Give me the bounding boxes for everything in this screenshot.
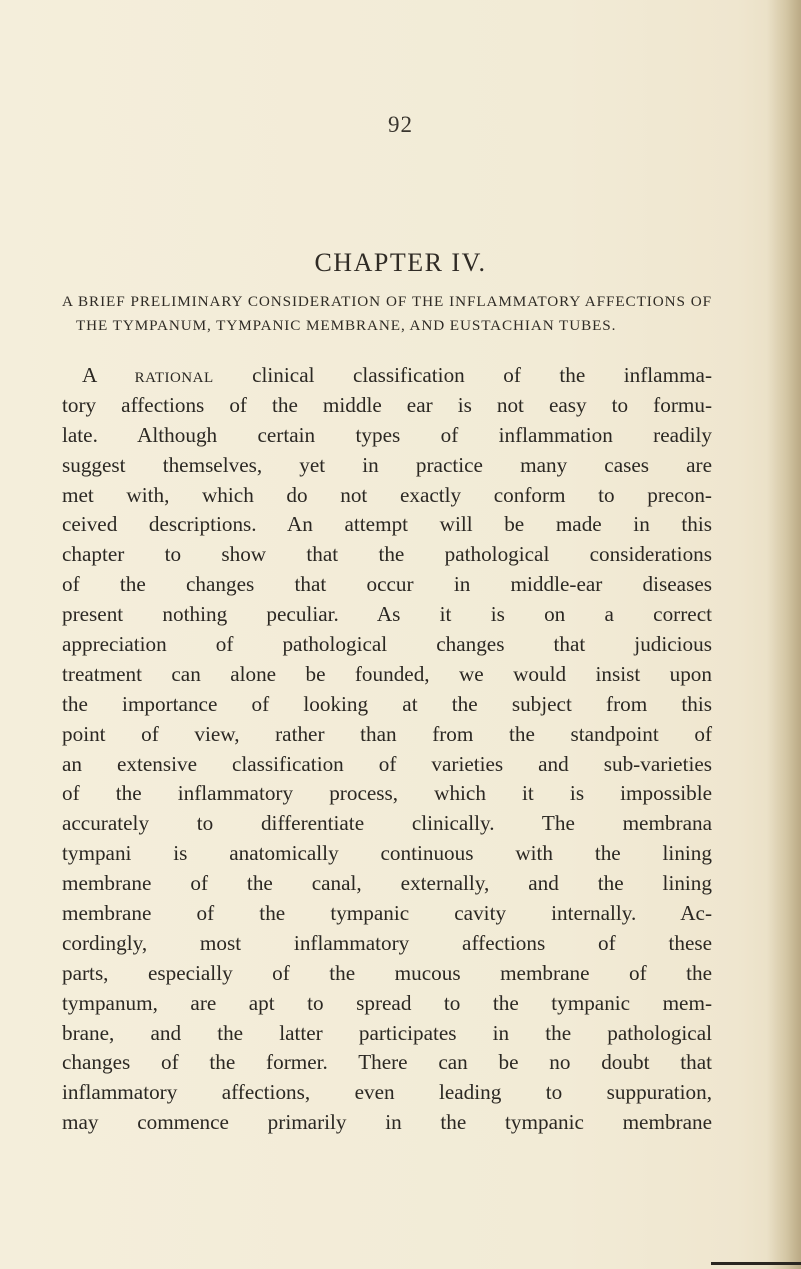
body-paragraph: [62, 361, 712, 1138]
text-line: ceived descriptions. An attempt will be made in this: [62, 512, 712, 537]
text-line: tory affections of the middle ear is not easy to formu-: [62, 392, 712, 417]
text-line: of the inflammatory process, which it is impossible: [62, 781, 712, 806]
text-line: cordingly, most inflammatory affections of these: [62, 930, 712, 955]
text-line: membrane of the tympanic cavity internally. Ac-: [62, 901, 712, 926]
text-line: an extensive classification of varieties and sub-varieties: [62, 751, 712, 776]
text-line: chapter to show that the pathological considerations: [62, 542, 712, 567]
text-line: point of view, rather than from the standpoint of: [62, 721, 712, 746]
text-line: present nothing peculiar. As it is on a correct: [62, 602, 712, 627]
text-line: parts, especially of the mucous membrane of the: [62, 960, 712, 985]
opening-word-smallcaps: rational: [134, 363, 214, 387]
bottom-edge-rule: [711, 1262, 801, 1265]
text-line: tympani is anatomically continuous with the lining: [62, 841, 712, 866]
text-line-content: clinical classification of the inflamma-: [213, 363, 713, 387]
text-line: inflammatory affections, even leading to suppuration,: [62, 1080, 712, 1105]
text-line: treatment can alone be founded, we would insist upon: [62, 661, 712, 686]
chapter-title: CHAPTER IV.: [314, 248, 487, 277]
chapter-subtitle: A BRIEF PRELIMINARY CONSIDERATION OF THE INFLAMMATORY AFFECTIONS OF THE TYMPANUM, TYMPANIC MEMBRANE, AND EUSTACHIAN TUBES.: [62, 293, 712, 334]
text-line: of the changes that occur in middle-ear diseases: [62, 572, 712, 597]
text-line: the importance of looking at the subject from this: [62, 691, 712, 716]
text-line: may commence primarily in the tympanic membrane: [62, 1110, 712, 1135]
page-edge-shadow: [767, 0, 801, 1269]
text-line: accurately to differentiate clinically. The membrana: [62, 811, 712, 836]
text-line: met with, which do not exactly conform to precon-: [62, 482, 712, 507]
text-line: suggest themselves, yet in practice many cases are: [62, 452, 712, 477]
text-line: brane, and the latter participates in the pathological: [62, 1020, 712, 1045]
text-line: late. Although certain types of inflammation readily: [62, 422, 712, 447]
text-line: [62, 361, 712, 391]
text-line: tympanum, are apt to spread to the tympanic mem-: [62, 990, 712, 1015]
text-line: membrane of the canal, externally, and the lining: [62, 871, 712, 896]
opening-word-initial: A: [82, 363, 97, 387]
text-line: appreciation of pathological changes that judicious: [62, 632, 712, 657]
text-line: changes of the former. There can be no doubt that: [62, 1050, 712, 1075]
page-number: 92: [388, 112, 413, 137]
